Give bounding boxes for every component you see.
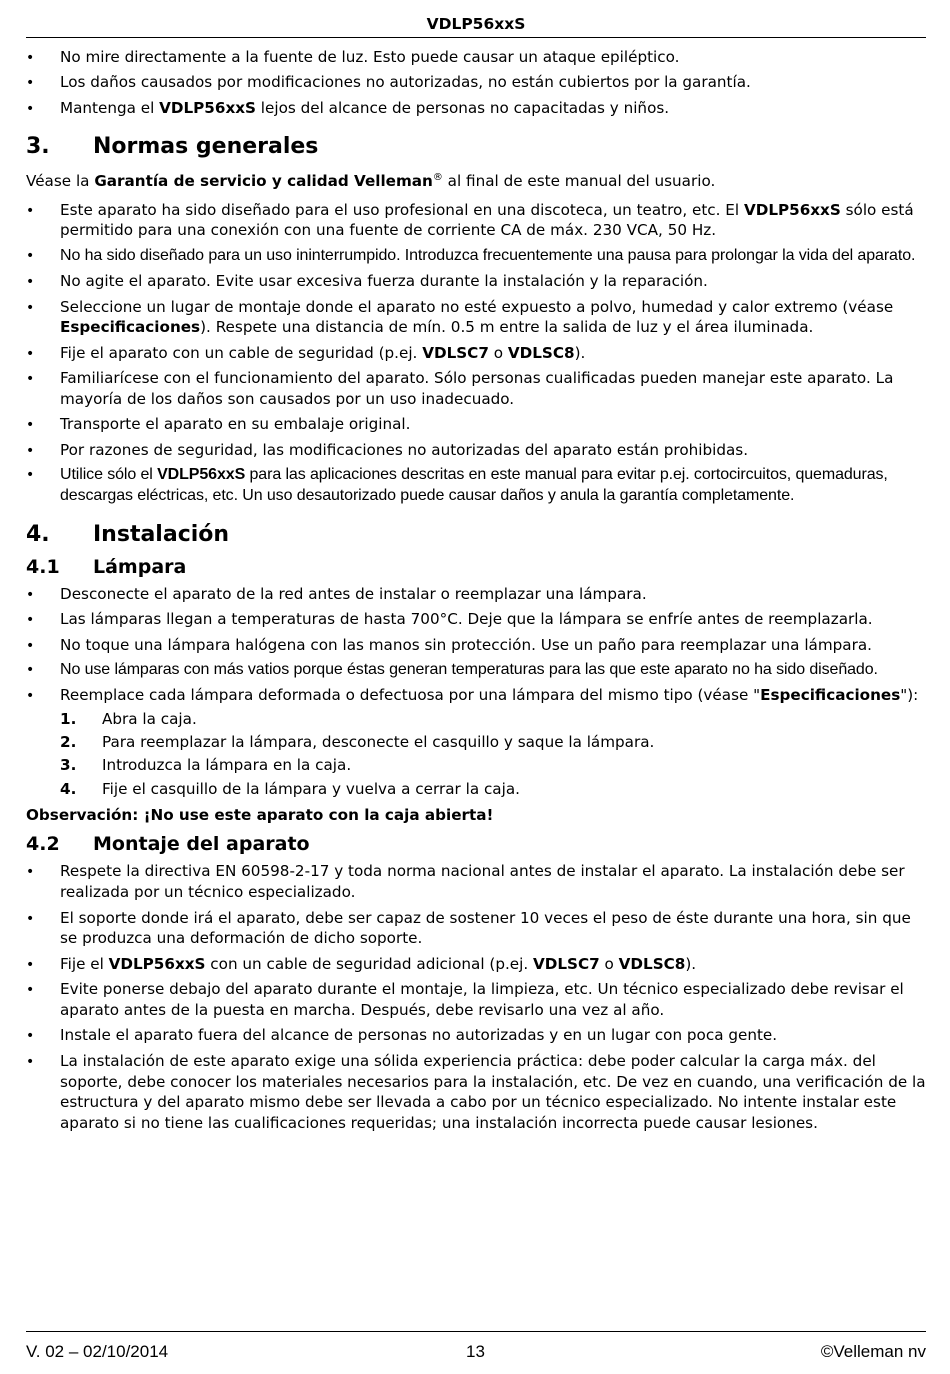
subsection-heading-4-1: 4.1 Lámpara [26,555,187,578]
list-item: • La instalación de este aparato exige una sólida experiencia práctica: debe poder calcular la carga máx. del soporte, debe conocer los materiales necesarios para la instalación, etc. De vez en cuando, una verificación de la estructura y del aparato mismo debe ser llevada a cabo por un técnico especializado. No intente instalar este aparato si no tiene las cualificaciones requeridas; una instalación incorrecta puede causar lesiones. [26,1051,926,1134]
list-item: • No use lámparas con más vatios porque éstas generan temperaturas para las que este aparato no ha sido diseñado. [26,660,926,681]
bullet-icon [26,440,38,462]
bullet-icon [26,98,38,120]
list-item: • Utilice sólo el VDLP56xxS para las aplicaciones descritas en este manual para evitar p.ej. cortocircuitos, quemaduras, descargas eléctricas, etc. Un uso desautorizado puede causar daños y anula la garantía completamente. [26,465,926,507]
bullet-icon [26,414,38,436]
page-header [26,14,926,38]
list-item: • Familiarícese con el funcionamiento del aparato. Sólo personas cualificadas pueden manejar este aparato. La mayoría de los daños son causados por un uso inadecuado. [26,368,926,410]
list-item: • Por razones de seguridad, las modificaciones no autorizadas del aparato están prohibidas. [26,440,926,461]
list-item: 2. Para reemplazar la lámpara, desconecte el casquillo y saque la lámpara. [60,733,655,751]
list-item: 3. Introduzca la lámpara en la caja. [60,756,352,775]
list-item: • Las lámparas llegan a temperaturas de hasta 700°C. Deje que la lámpara se enfríe antes de reemplazarla. [26,609,926,630]
bullet-icon [26,246,38,267]
list-item: • Fije el aparato con un cable de seguridad (p.ej. VDLSC7 o VDLSC8). [26,343,926,364]
bullet-icon [26,685,38,707]
bullet-icon [26,368,38,390]
warning-note: Observación: ¡No use este aparato con la caja abierta! [26,806,494,825]
list-item: • Este aparato ha sido diseñado para el uso profesional en una discoteca, un teatro, etc. El VDLP56xxS sólo está permitido para una conexión con una fuente de corriente CA de máx. 230 VCA, 50 Hz. [26,200,926,242]
list-item: 1. Abra la caja. [60,709,197,728]
section-3-bullet-list [26,200,926,507]
subsection-heading-4-2: 4.2 Montaje del aparato [26,833,310,856]
bullet-icon [26,72,38,94]
bullet-icon [26,200,38,222]
bullet-icon [26,584,38,606]
list-item: • Evite ponerse debajo del aparato durante el montaje, la limpieza, etc. Un técnico especializado debe revisar el aparato antes de la puesta en marcha. Después, debe revisarlo una vez al año. [26,979,926,1021]
bullet-icon [26,660,38,681]
list-item: • Seleccione un lugar de montaje donde el aparato no esté expuesto a polvo, humedad y calor extremo (véase Especificaciones). Respete una distancia de mín. 0.5 m entre la salida de luz y el área iluminada. [26,297,926,339]
list-item: • Instale el aparato fuera del alcance de personas no autorizadas y en un lugar con poca gente. [26,1025,926,1046]
section-3-intro: Véase la Garantía de servicio y calidad Velleman® al final de este manual del usuario. [26,171,716,190]
lamp-replacement-steps [60,709,926,800]
list-item: • No toque una lámpara halógena con las manos sin protección. Use un paño para reemplazar una lámpara. [26,635,926,656]
page-content [26,47,926,1139]
section-heading-4: 4. Instalación [26,521,230,547]
bullet-icon [26,979,38,1001]
section-heading-3: 3. Normas generales [26,133,319,159]
list-item: • El soporte donde irá el aparato, debe ser capaz de sostener 10 veces el peso de éste durante una hora, sin que se produzca una deformación de dicho soporte. [26,908,926,950]
list-item: • Mantenga el VDLP56xxS lejos del alcance de personas no capacitadas y niños. [26,98,926,119]
list-item: • Desconecte el aparato de la red antes de instalar o reemplazar una lámpara. [26,584,926,605]
document-page [26,0,926,1374]
bullet-icon [26,297,38,319]
bullet-icon [26,908,38,930]
bullet-icon [26,1025,38,1047]
list-item: • Respete la directiva EN 60598-2-17 y toda norma nacional antes de instalar el aparato. La instalación debe ser realizada por un técnico especializado. [26,861,926,903]
list-item: • No mire directamente a la fuente de luz. Esto puede causar un ataque epiléptico. [26,47,926,68]
bullet-icon [26,635,38,657]
bullet-icon [26,47,38,69]
bullet-icon [26,271,38,293]
header-title: VDLP56xxS [426,15,526,33]
bullet-icon [26,343,38,365]
list-item: • Fije el VDLP56xxS con un cable de seguridad adicional (p.ej. VDLSC7 o VDLSC8). [26,954,926,975]
list-item: 4. Fije el casquillo de la lámpara y vuelva a cerrar la caja. [60,779,520,798]
footer-page-number: 13 [466,1342,485,1361]
intro-bullet-list [26,47,926,119]
section-4-1-bullet-list [26,584,926,706]
list-item: • No ha sido diseñado para un uso ininterrumpido. Introduzca frecuentemente una pausa para prolongar la vida del aparato. [26,246,926,267]
list-item: • No agite el aparato. Evite usar excesiva fuerza durante la instalación y la reparación. [26,271,926,292]
footer-copyright: ©Velleman nv [820,1342,926,1361]
bullet-icon [26,954,38,976]
list-item: • Reemplace cada lámpara deformada o defectuosa por una lámpara del mismo tipo (véase "Especificaciones"): [26,685,926,706]
section-4-2-bullet-list [26,861,926,1134]
list-item: • Los daños causados por modificaciones no autorizadas, no están cubiertos por la garantía. [26,72,926,93]
bullet-icon [26,465,38,486]
bullet-icon [26,609,38,631]
page-footer [26,1331,926,1365]
bullet-icon [26,1051,38,1073]
bullet-icon [26,861,38,883]
list-item: • Transporte el aparato en su embalaje original. [26,414,926,435]
footer-version: V. 02 – 02/10/2014 [26,1342,169,1361]
